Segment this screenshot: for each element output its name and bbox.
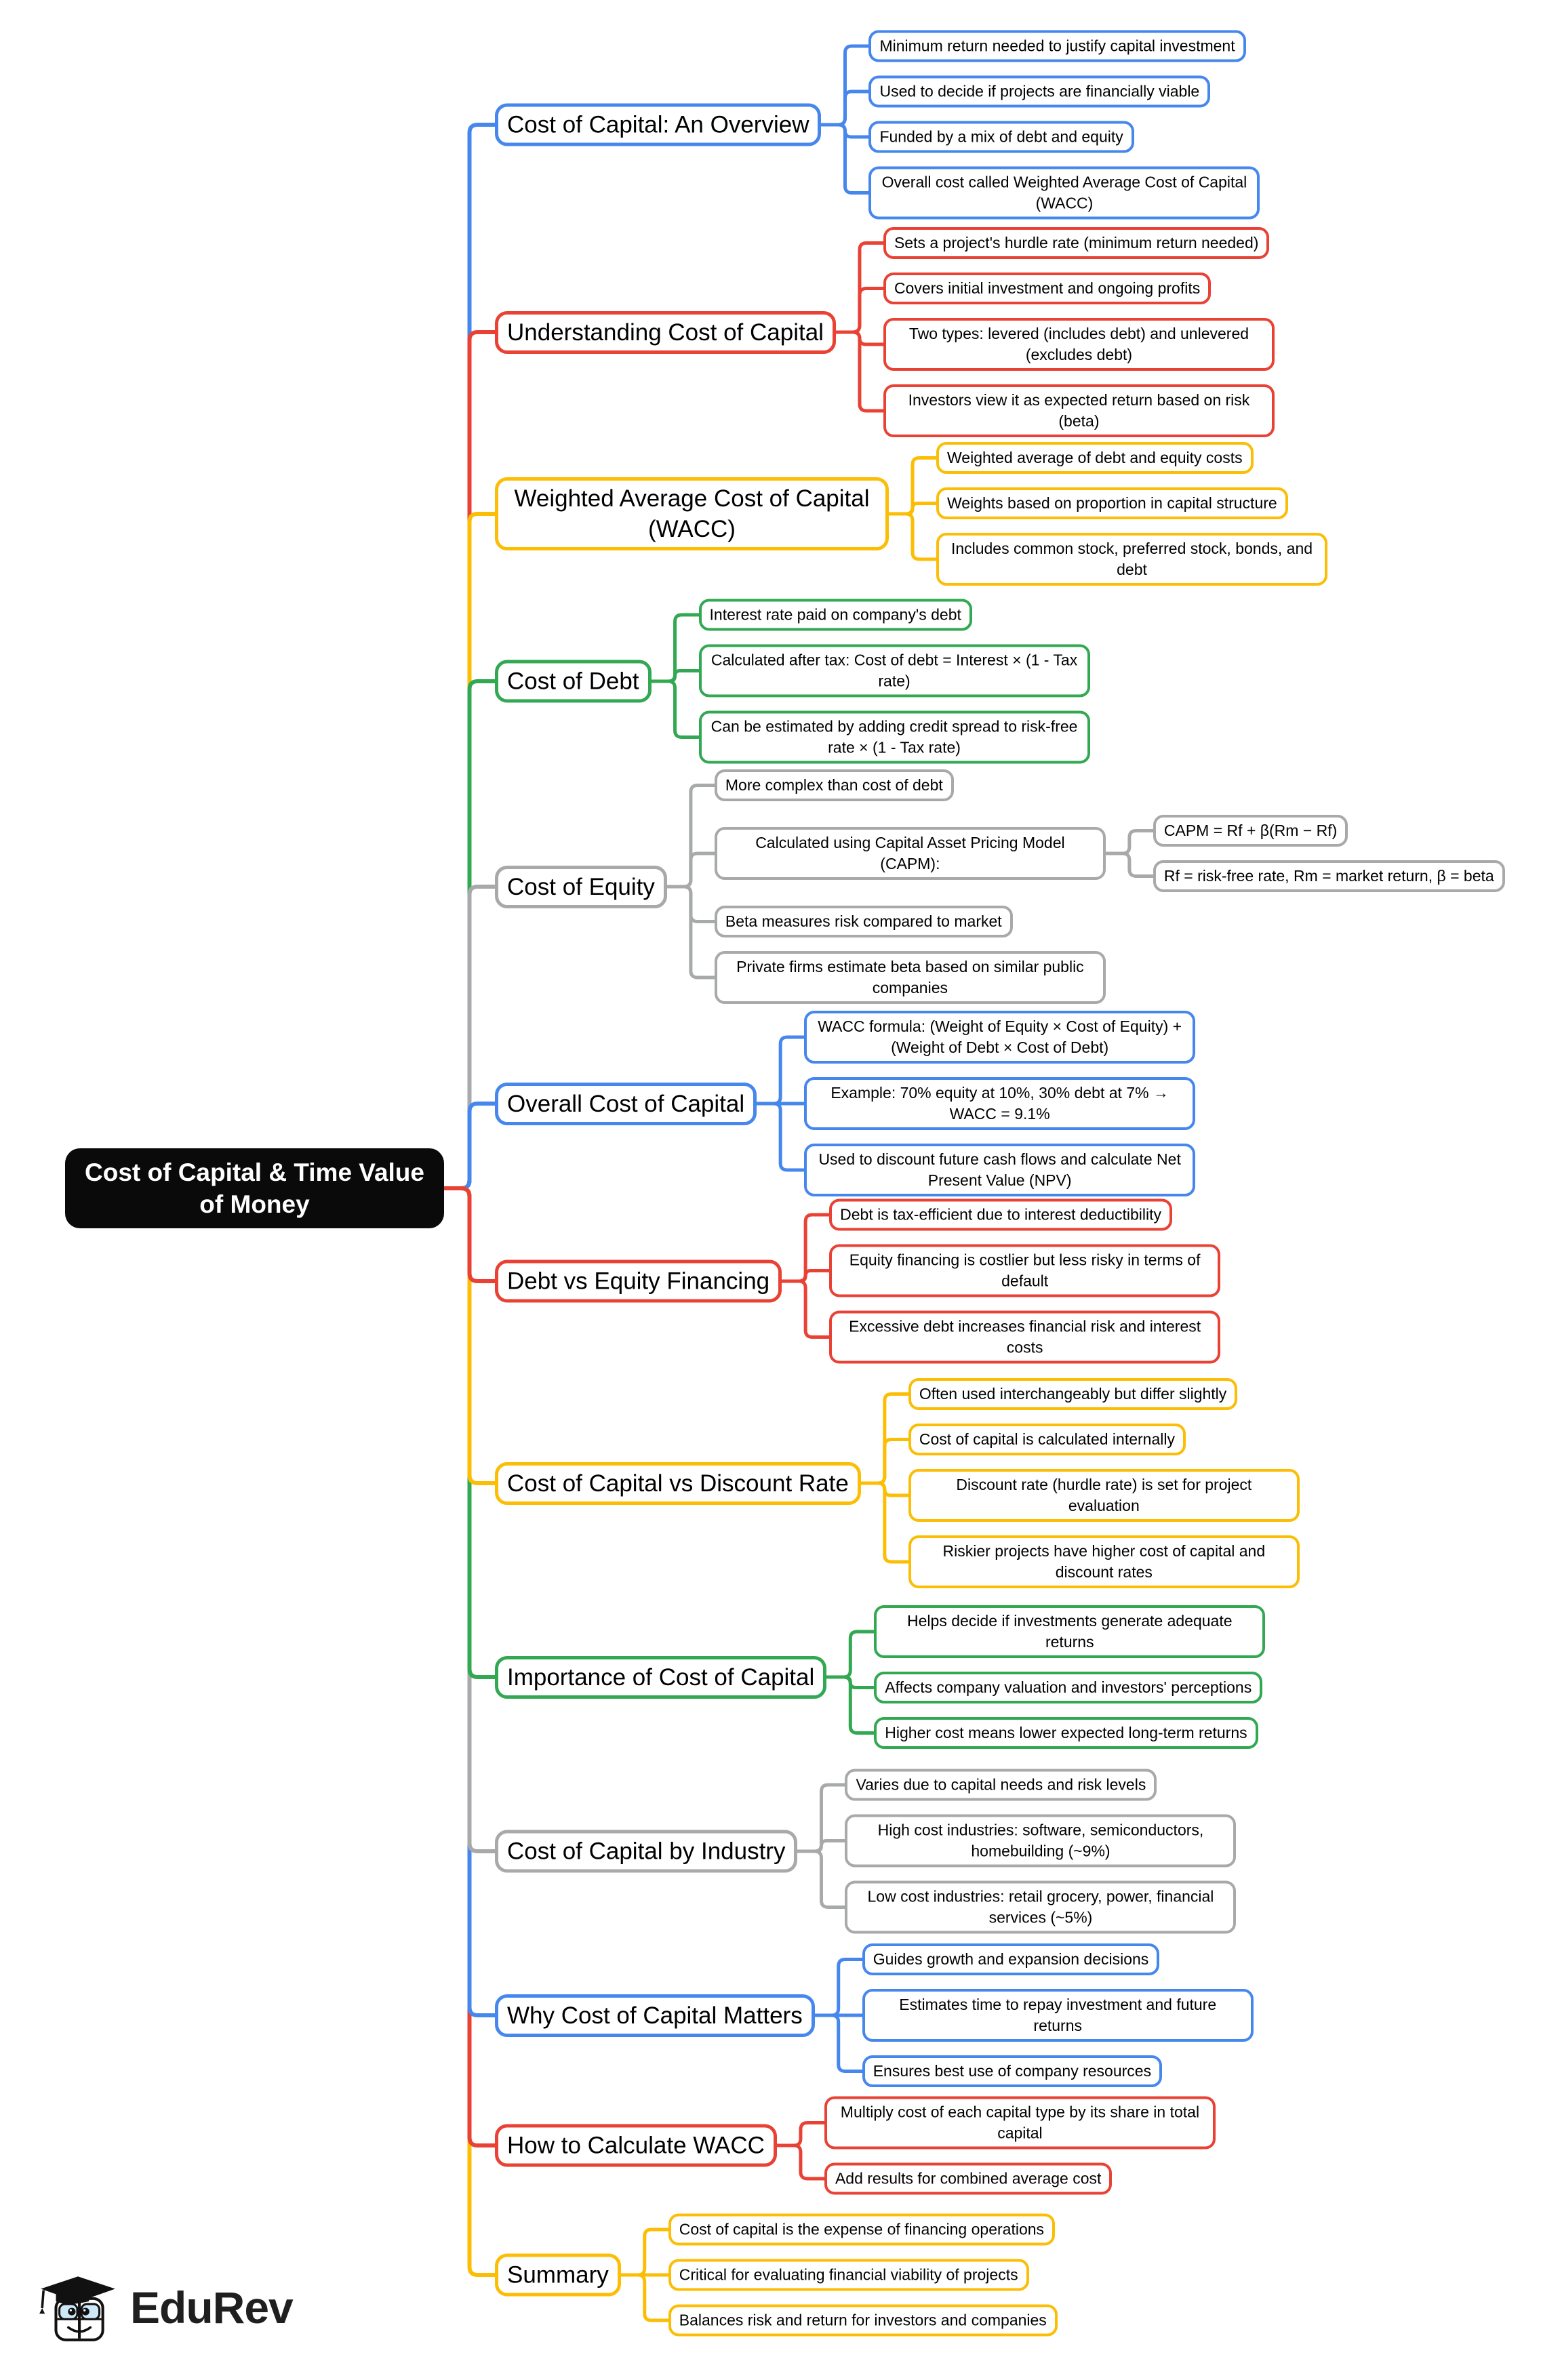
leaf-node: Riskier projects have higher cost of capital and discount rates: [908, 1535, 1300, 1588]
branch-cost-of-debt: [495, 599, 1090, 764]
leaf-node: Balances risk and return for investors and companies: [668, 2305, 1058, 2337]
leaf-node: Used to discount future cash flows and calculate Net Present Value (NPV): [804, 1144, 1195, 1196]
branch-overall-cost-of-capital: [495, 1011, 1195, 1196]
topic-node: Debt vs Equity Financing: [495, 1260, 782, 1303]
topic-node: Understanding Cost of Capital: [495, 311, 836, 354]
leaf-node: Multiply cost of each capital type by its share in total capital: [824, 2097, 1216, 2150]
leaf-node: Rf = risk-free rate, Rm = market return, β = beta: [1153, 860, 1505, 892]
leaf-node: WACC formula: (Weight of Equity × Cost of Equity) + (Weight of Debt × Cost of Debt): [804, 1011, 1195, 1064]
leaf-node: Covers initial investment and ongoing profits: [883, 273, 1211, 304]
leaf-node: Add results for combined average cost: [824, 2163, 1112, 2195]
leaf-node: Cost of capital is the expense of financing operations: [668, 2214, 1055, 2246]
branch-cost-of-capital-vs-discount-rate: [495, 1378, 1300, 1588]
leaf-node: Cost of capital is calculated internally: [908, 1424, 1186, 1455]
branch-importance-of-cost-of-capital: [495, 1605, 1265, 1749]
leaf-subbranch: [715, 815, 1505, 892]
leaf-node: Calculated using Capital Asset Pricing Model (CAPM):: [715, 827, 1106, 880]
leaf-node: Varies due to capital needs and risk levels: [845, 1769, 1157, 1801]
leaf-node: Private firms estimate beta based on similar public companies: [715, 951, 1106, 1004]
leaf-node: Used to decide if projects are financially viable: [868, 76, 1210, 108]
topic-node: Summary: [495, 2254, 621, 2297]
topic-node: Overall Cost of Capital: [495, 1083, 757, 1125]
topic-node: Cost of Capital: An Overview: [495, 104, 821, 146]
branch-wacc: [495, 442, 1327, 586]
leaf-node: More complex than cost of debt: [715, 769, 954, 801]
leaf-node: Example: 70% equity at 10%, 30% debt at 7% → WACC = 9.1%: [804, 1077, 1195, 1130]
leaf-node: Helps decide if investments generate adequate returns: [874, 1605, 1265, 1658]
leaf-node: Includes common stock, preferred stock, bonds, and debt: [936, 533, 1327, 586]
leaf-node: Funded by a mix of debt and equity: [868, 121, 1134, 153]
leaf-node: Beta measures risk compared to market: [715, 906, 1013, 937]
leaf-node: Sets a project's hurdle rate (minimum return needed): [883, 227, 1269, 259]
branch-cost-of-capital-overview: [495, 31, 1260, 220]
leaf-node: Often used interchangeably but differ slightly: [908, 1378, 1237, 1410]
leaf-node: Critical for evaluating financial viability of projects: [668, 2259, 1029, 2291]
leaf-node: Affects company valuation and investors' perceptions: [874, 1672, 1262, 1703]
edurev-logo: [35, 2270, 293, 2345]
branch-debt-vs-equity-financing: [495, 1199, 1220, 1364]
topic-node: Importance of Cost of Capital: [495, 1656, 826, 1699]
leaf-node: Calculated after tax: Cost of debt = Interest × (1 - Tax rate): [699, 645, 1090, 698]
leaf-node: Ensures best use of company resources: [862, 2055, 1162, 2087]
topic-node: Weighted Average Cost of Capital (WACC): [495, 477, 889, 550]
leaf-node: Equity financing is costlier but less risky in terms of default: [829, 1245, 1220, 1297]
leaf-node: Can be estimated by adding credit spread to risk-free rate × (1 - Tax rate): [699, 711, 1090, 764]
topic-node: How to Calculate WACC: [495, 2124, 777, 2167]
leaf-node: Guides growth and expansion decisions: [862, 1943, 1160, 1975]
topic-node: Cost of Capital vs Discount Rate: [495, 1462, 861, 1505]
leaf-node: Estimates time to repay investment and future returns: [862, 1989, 1254, 2042]
branch-why-cost-of-capital-matters: [495, 1943, 1254, 2087]
branch-how-to-calculate-wacc: [495, 2097, 1216, 2195]
leaf-node: Two types: levered (includes debt) and unlevered (excludes debt): [883, 318, 1275, 371]
leaf-node: Overall cost called Weighted Average Cost of Capital (WACC): [868, 167, 1260, 220]
branch-understanding-cost-of-capital: [495, 227, 1275, 437]
leaf-node: Discount rate (hurdle rate) is set for project evaluation: [908, 1469, 1300, 1522]
topic-node: Cost of Equity: [495, 866, 667, 908]
leaf-node: Weights based on proportion in capital structure: [936, 487, 1288, 519]
leaf-node: Excessive debt increases financial risk and interest costs: [829, 1311, 1220, 1364]
edurev-wordmark: EduRev: [130, 2282, 293, 2333]
leaf-node: Minimum return needed to justify capital investment: [868, 31, 1245, 62]
branch-summary: [495, 2214, 1058, 2337]
branch-cost-of-capital-by-industry: [495, 1769, 1236, 1934]
leaf-node: Low cost industries: retail grocery, power, financial services (~5%): [845, 1881, 1236, 1934]
branch-cost-of-equity: [495, 769, 1505, 1004]
leaf-node: Debt is tax-efficient due to interest deductibility: [829, 1199, 1172, 1231]
leaf-node: CAPM = Rf + β(Rm − Rf): [1153, 815, 1348, 847]
root-node: Cost of Capital & Time Value of Money: [65, 1148, 444, 1228]
leaf-node: Weighted average of debt and equity costs: [936, 442, 1254, 474]
topic-node: Cost of Capital by Industry: [495, 1830, 797, 1873]
leaf-node: High cost industries: software, semiconductors, homebuilding (~9%): [845, 1815, 1236, 1868]
edurev-mascot-icon: [35, 2270, 118, 2345]
topic-node: Why Cost of Capital Matters: [495, 1994, 815, 2037]
leaf-node: Higher cost means lower expected long-term returns: [874, 1717, 1258, 1749]
topic-node: Cost of Debt: [495, 660, 652, 703]
leaf-node: Investors view it as expected return based on risk (beta): [883, 384, 1275, 437]
leaf-node: Interest rate paid on company's debt: [699, 599, 972, 631]
